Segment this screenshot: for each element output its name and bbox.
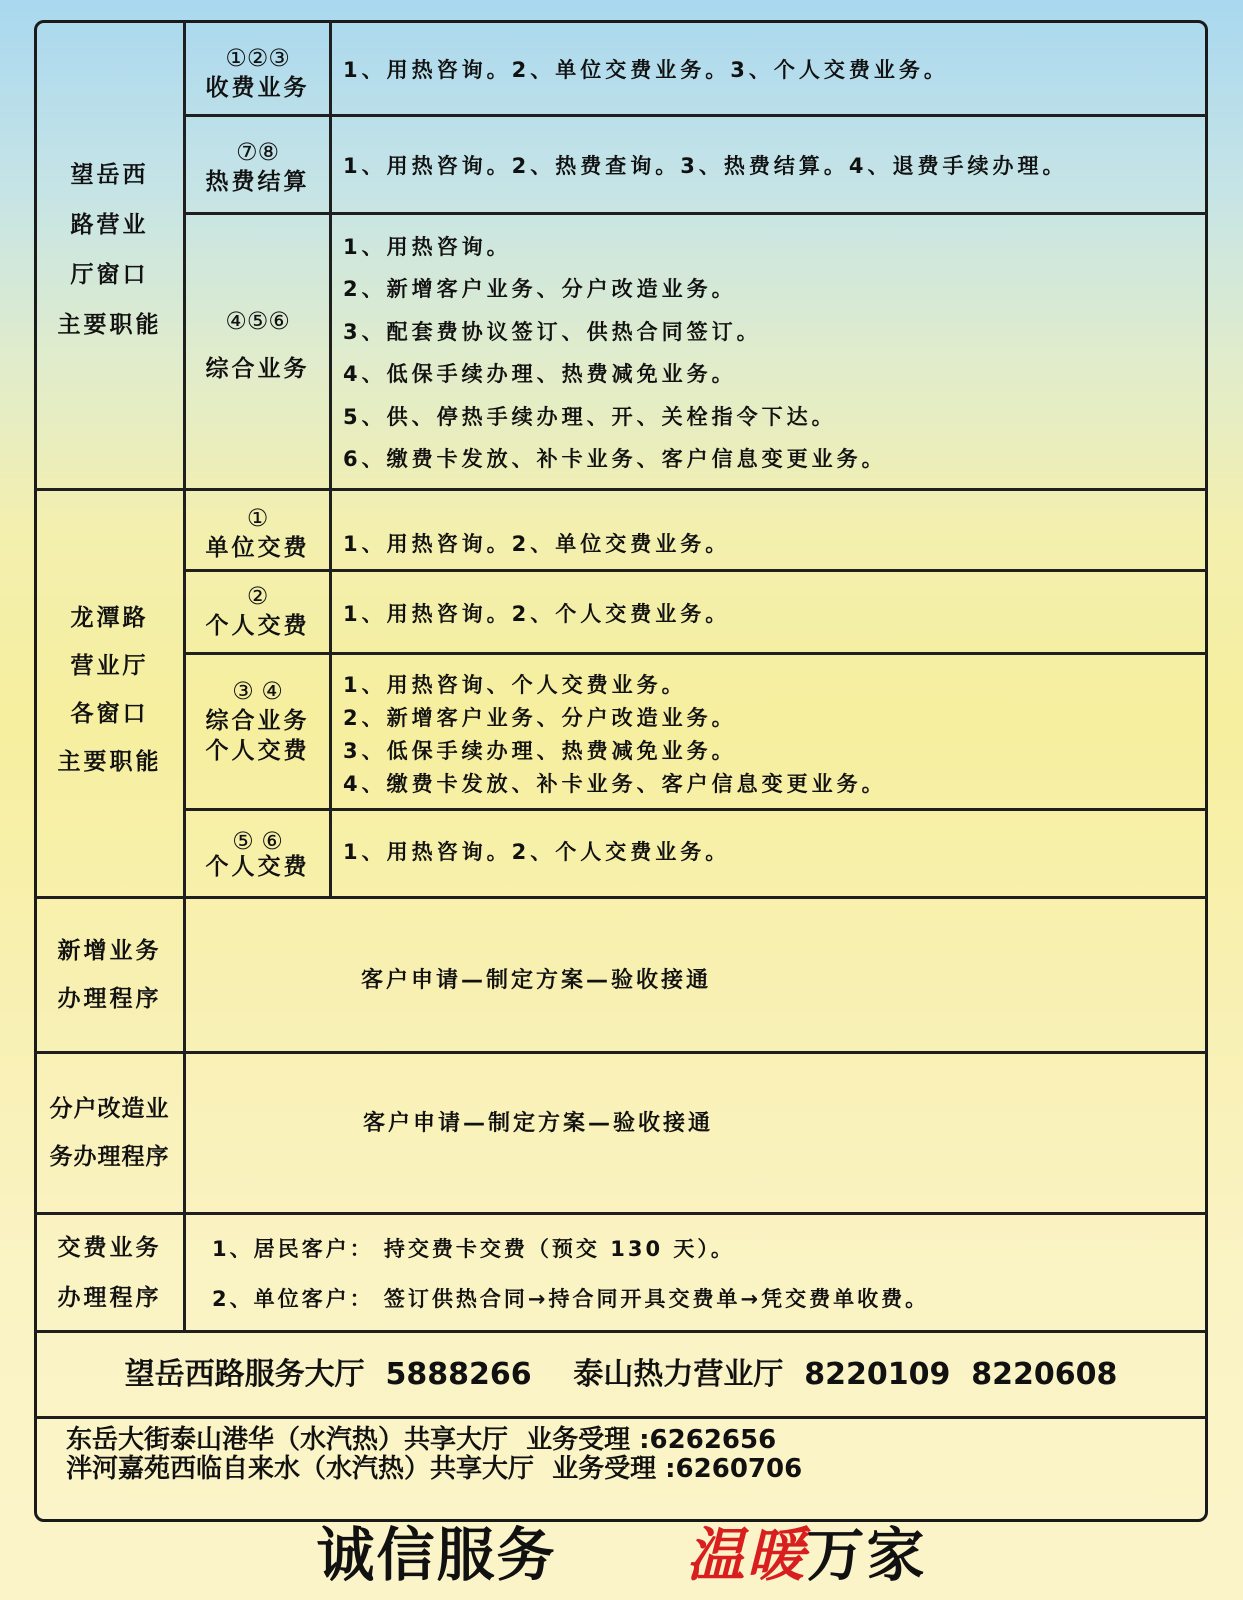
window-name: 单位交费 [205, 535, 310, 561]
window-duties [343, 818, 1203, 884]
window-name: 收费业务 [205, 75, 310, 101]
divider [185, 652, 1207, 655]
window-label [186, 500, 329, 566]
slogan-left: 诚信服务 [316, 1521, 557, 1589]
label-line: 务办理程序 [49, 1144, 170, 1170]
duty-item: 2、新增客户业务、分户改造业务。 [343, 277, 737, 301]
duty-item: 1、用热咨询。2、单位交费业务。 [343, 532, 731, 556]
duty-item: 1、用热咨询。 [343, 234, 512, 259]
duty-item: 3、低保手续办理、热费减免业务。 [343, 739, 737, 763]
divider [35, 1212, 1207, 1215]
window-numbers: ④⑤⑥ [225, 307, 290, 335]
slogan [0, 1500, 1243, 1600]
label-line: 龙潭路 [70, 605, 149, 631]
label-line: 营业厅 [70, 653, 149, 679]
label-line: 分户改造业 [49, 1096, 170, 1122]
section-label-new-business [36, 899, 183, 1051]
window-numbers: ③ ④ [232, 677, 283, 705]
column-divider [329, 21, 332, 897]
window-name: 综合业务 [205, 356, 310, 382]
window-duties [343, 23, 1203, 114]
duty-item: 4、低保手续办理、热费减免业务。 [343, 362, 737, 386]
payment-item: 1、居民客户： 持交费卡交费（预交 130 天）。 [212, 1237, 735, 1261]
payment-item: 2、单位客户： 签订供热合同→持合同开具交费单→凭交费单收费。 [212, 1287, 930, 1311]
window-name: 个人交费 [205, 854, 310, 880]
window-duties [343, 222, 1203, 484]
window-duties [343, 668, 1203, 802]
label-line: 路营业 [70, 212, 149, 238]
duty-item: 4、缴费卡发放、补卡业务、客户信息变更业务。 [343, 772, 887, 796]
duty-item: 1、用热咨询。2、热费查询。3、热费结算。4、退费手续办理。 [343, 153, 1068, 178]
shared-hall-2: 泮河嘉苑西临自来水（水汽热）共享大厅 业务受理 :6260706 [66, 1454, 803, 1484]
household-renovation-procedure: 客户申请—制定方案—验收接通 [362, 1110, 713, 1136]
window-label [186, 300, 329, 390]
label-line: 交费业务 [57, 1234, 162, 1261]
payment-procedure [212, 1220, 1202, 1328]
window-label [186, 40, 329, 106]
duty-item: 6、缴费卡发放、补卡业务、客户信息变更业务。 [343, 447, 887, 471]
window-name: 个人交费 [205, 613, 310, 639]
window-numbers: ② [246, 582, 269, 610]
duty-item: 5、供、停热手续办理、开、关栓指令下达。 [343, 404, 837, 429]
duty-item: 1、用热咨询、个人交费业务。 [343, 673, 687, 697]
window-numbers: ⑦⑧ [235, 138, 280, 166]
slogan-right [686, 1508, 926, 1592]
window-numbers: ⑤ ⑥ [232, 827, 283, 855]
section-label-payment [36, 1215, 183, 1330]
divider [35, 1416, 1207, 1419]
label-line: 办理程序 [57, 986, 162, 1012]
label-line: 望岳西 [70, 162, 149, 188]
window-name: 个人交费 [205, 738, 310, 764]
label-line: 各窗口 [70, 701, 149, 727]
service-hall-phones: 望岳西路服务大厅 5888266 泰山热力营业厅 8220109 8220608 [124, 1357, 1118, 1392]
window-duties [343, 580, 1203, 646]
window-label [186, 676, 329, 766]
window-name: 综合业务 [205, 708, 310, 734]
label-line: 新增业务 [57, 938, 162, 964]
window-label [186, 578, 329, 644]
section-label-longtan [36, 590, 183, 790]
window-name: 热费结算 [205, 169, 310, 195]
label-line: 厅窗口 [70, 262, 149, 288]
divider [185, 212, 1207, 215]
label-line: 办理程序 [57, 1284, 162, 1311]
window-label [186, 134, 329, 200]
divider [35, 488, 1207, 491]
label-line: 主要职能 [57, 749, 162, 775]
duty-item: 1、用热咨询。2、单位交费业务。3、个人交费业务。 [343, 57, 949, 82]
window-numbers: ① [246, 504, 269, 532]
label-line: 主要职能 [57, 312, 162, 338]
duty-item: 2、新增客户业务、分户改造业务。 [343, 706, 737, 730]
window-numbers: ①②③ [225, 44, 290, 72]
duty-item: 1、用热咨询。2、个人交费业务。 [343, 840, 731, 864]
shared-hall-1: 东岳大街泰山港华（水汽热）共享大厅 业务受理 :6262656 [66, 1425, 777, 1455]
section-label-household-renovation [36, 1054, 183, 1212]
new-business-procedure: 客户申请—制定方案—验收接通 [360, 967, 711, 993]
window-duties [343, 117, 1203, 212]
window-label [186, 824, 329, 884]
slogan-highlight: 温暖 [686, 1521, 807, 1589]
section-label-wangyue [36, 150, 183, 350]
slogan-rest: 万家 [806, 1521, 927, 1589]
window-duties [343, 510, 1203, 576]
divider [185, 808, 1207, 811]
duty-item: 1、用热咨询。2、个人交费业务。 [343, 602, 731, 626]
duty-item: 3、配套费协议签订、供热合同签订。 [343, 319, 762, 344]
